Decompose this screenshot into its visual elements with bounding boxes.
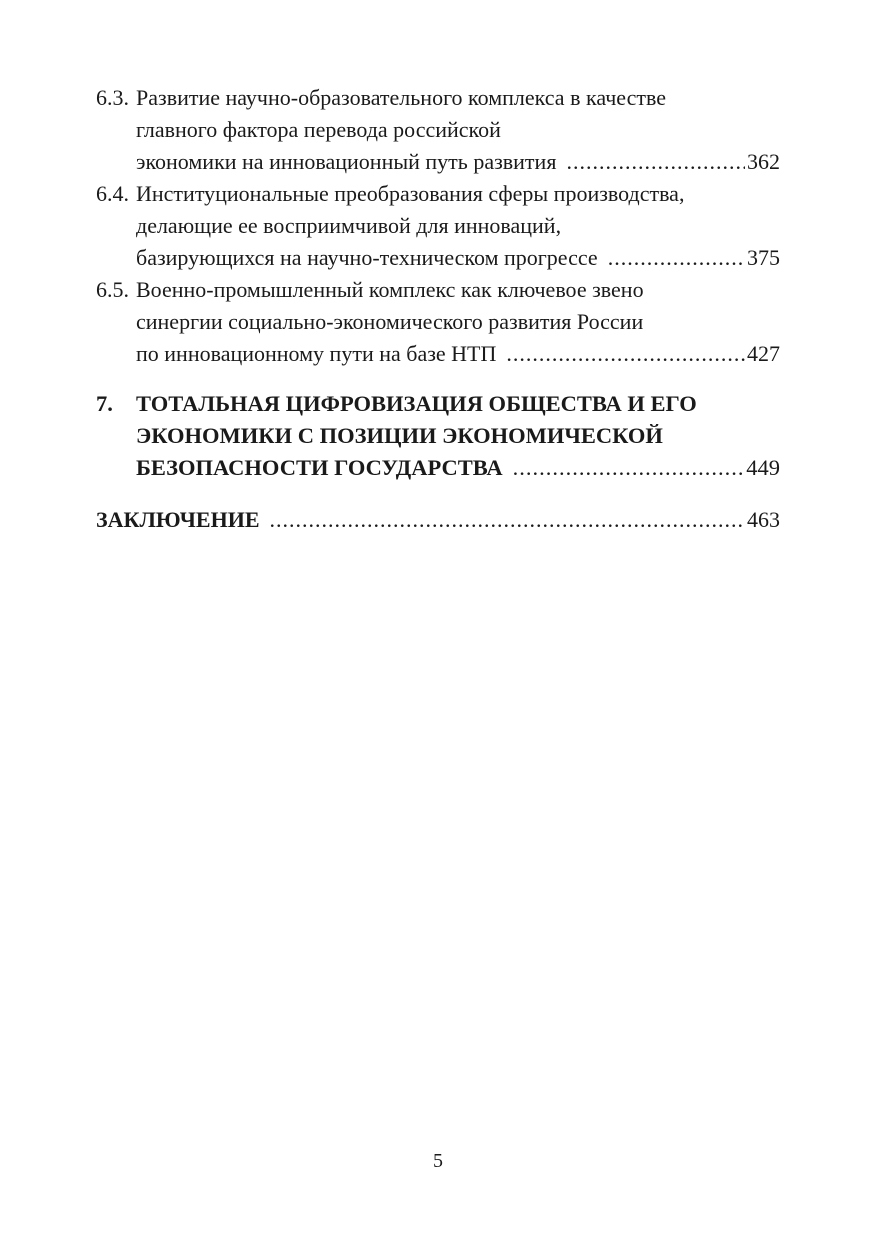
- dot-leader: [270, 504, 746, 536]
- toc-entry-title-line: главного фактора перевода российской: [136, 117, 501, 142]
- toc-chapter-title-line: ТОТАЛЬНАЯ ЦИФРОВИЗАЦИЯ ОБЩЕСТВА И ЕГО: [136, 391, 697, 416]
- toc-entry-title-line: делающие ее восприимчивой для инноваций,: [136, 213, 562, 238]
- toc-entry-title-line: по инновационному пути на базе НТП: [136, 341, 497, 366]
- toc-chapter-number: 7.: [96, 391, 113, 416]
- table-of-contents: [96, 82, 780, 536]
- toc-entry-title-line: базирующихся на научно-техническом прогрессе: [136, 245, 598, 270]
- toc-chapter-title-line: ЭКОНОМИКИ С ПОЗИЦИИ ЭКОНОМИЧЕСКОЙ: [136, 423, 663, 448]
- dot-leader: [506, 338, 745, 370]
- toc-entry-title-line: Развитие научно-образовательного комплекса в качестве: [136, 85, 666, 110]
- toc-chapter-page: 449: [746, 455, 780, 480]
- toc-entry-6-5[interactable]: [96, 274, 780, 370]
- toc-entry-number: 6.5.: [96, 277, 129, 302]
- toc-entry-page: 362: [747, 149, 780, 174]
- toc-entry-number: 6.3.: [96, 85, 129, 110]
- toc-entry-title-line: Институциональные преобразования сферы производства,: [136, 181, 685, 206]
- toc-conclusion-title: ЗАКЛЮЧЕНИЕ: [96, 507, 260, 532]
- dot-leader: [608, 242, 745, 274]
- dot-leader: [566, 146, 745, 178]
- toc-conclusion[interactable]: [96, 504, 780, 536]
- toc-entry-page: 427: [747, 341, 780, 366]
- toc-chapter-title-line: БЕЗОПАСНОСТИ ГОСУДАРСТВА: [136, 455, 503, 480]
- toc-entry-title-line: синергии социально-экономического развития России: [136, 309, 644, 334]
- dot-leader: [513, 452, 745, 484]
- toc-conclusion-page: 463: [747, 507, 780, 532]
- toc-entry-6-4[interactable]: [96, 178, 780, 274]
- toc-entry-6-3[interactable]: [96, 82, 780, 178]
- toc-chapter-7[interactable]: [96, 388, 780, 484]
- toc-entry-page: 375: [747, 245, 780, 270]
- toc-entry-title-line: Военно-промышленный комплекс как ключевое звено: [136, 277, 644, 302]
- toc-entry-title-line: экономики на инновационный путь развития: [136, 149, 557, 174]
- page-number: 5: [433, 1150, 443, 1172]
- toc-entry-number: 6.4.: [96, 181, 129, 206]
